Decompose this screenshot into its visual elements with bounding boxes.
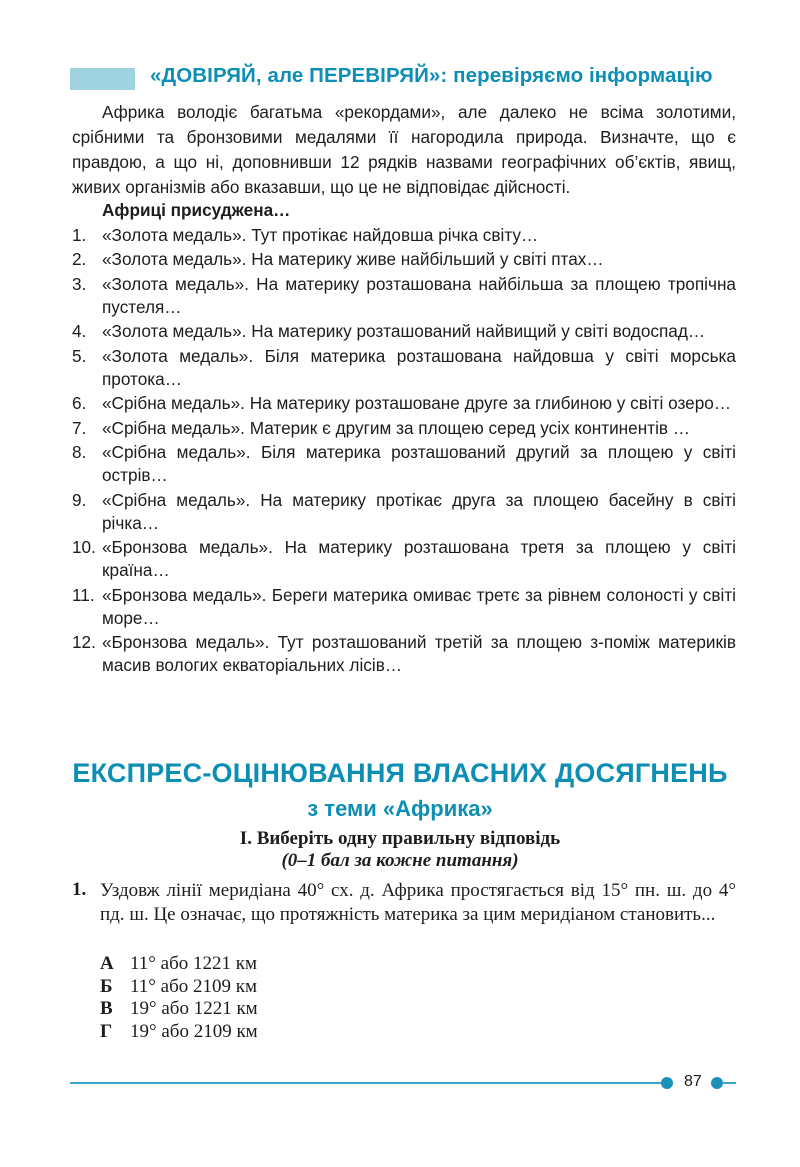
answer-option-text: 19° або 1221 км <box>130 998 258 1019</box>
section-title: «ДОВІРЯЙ, але ПЕРЕВІРЯЙ»: перевіряємо інформацію <box>150 64 713 87</box>
list-item <box>72 441 736 487</box>
medal-list <box>72 222 736 677</box>
list-item-number: 11. <box>72 584 95 605</box>
answer-option-letter: А <box>100 953 114 974</box>
list-item-text: «Срібна медаль». Материк є другим за площею серед усіх континентів … <box>102 417 690 438</box>
answer-option[interactable] <box>100 953 258 976</box>
list-item <box>72 320 736 343</box>
list-item-text: «Бронзова медаль». На материку розташована третя за площею у світі країна… <box>102 537 736 580</box>
answer-option-letter: Б <box>100 975 113 997</box>
list-item-number: 2. <box>72 249 87 269</box>
list-item-number: 7. <box>72 417 87 438</box>
answer-option-letter: В <box>100 998 113 1019</box>
answer-option[interactable] <box>100 998 258 1021</box>
answer-option[interactable] <box>100 1021 258 1044</box>
list-item <box>72 224 736 247</box>
list-item-text: «Срібна медаль». На материку протікає друга за площею басейну в світі річка… <box>102 489 736 533</box>
answer-option-text: 19° або 2109 км <box>130 1020 258 1042</box>
list-item-number: 12. <box>72 632 96 652</box>
list-item <box>72 345 736 391</box>
answer-option[interactable] <box>100 976 258 999</box>
list-item-text: «Золота медаль». На материку живе найбільший у світі птах… <box>102 249 604 269</box>
part-scoring-note: (0–1 бал за кожне питання) <box>281 850 519 871</box>
footer-dot-left-icon <box>661 1077 673 1089</box>
list-item-number: 9. <box>72 489 87 510</box>
list-item-number: 6. <box>72 393 87 413</box>
list-item-text: «Золота медаль». На материку розташована найбільша за площею тропічна пустеля… <box>102 273 736 317</box>
intro-paragraph: Африка володіє багатьма «рекордами», але далеко не всіма золотими, срібними та бронзовими медалями її нагородила природа. Визначте, що є правдою, а що ні, доповнивши 12 рядків назвами географічних об’єктів, явищ, живих організмів або вказавши, що це не відповідає дійсності. <box>72 102 736 197</box>
section-marker-bar <box>70 68 135 90</box>
list-item <box>72 536 736 582</box>
list-item <box>72 273 736 319</box>
list-item-text: «Золота медаль». На материку розташований найвищий у світі водоспад… <box>102 321 706 341</box>
list-item <box>72 631 736 677</box>
awarded-label: Африці присуджена… <box>102 200 291 220</box>
question-text: Уздовж лінії меридіана 40° сх. д. Африка простягається від 15° пн. ш. до 4° пд. ш. Це означає, що протяжність материка за цим меридіаном становить... <box>100 880 736 925</box>
list-item-number: 10. <box>72 537 96 557</box>
list-item <box>72 248 736 271</box>
list-item <box>72 584 736 630</box>
part-title: І. Виберіть одну правильну відповідь <box>239 828 561 849</box>
list-item-number: 1. <box>72 224 87 245</box>
express-assessment-title: ЕКСПРЕС-ОЦІНЮВАННЯ ВЛАСНИХ ДОСЯГНЕНЬ <box>72 758 728 788</box>
list-item-number: 5. <box>72 345 87 366</box>
answer-option-letter: Г <box>100 1020 113 1042</box>
list-item-text: «Срібна медаль». Біля материка розташований другий за площею у світі острів… <box>102 442 736 485</box>
answer-option-text: 11° або 2109 км <box>130 975 257 997</box>
page-number: 87 <box>684 1073 702 1090</box>
list-item <box>72 489 736 535</box>
list-item-text: «Золота медаль». Біля материка розташована найдовша у світі морська протока… <box>102 345 736 389</box>
answer-options <box>100 953 258 1043</box>
express-assessment-subtitle: з теми «Африка» <box>307 796 493 821</box>
list-item <box>72 417 736 440</box>
list-item-number: 4. <box>72 321 87 341</box>
list-item <box>72 392 736 415</box>
list-item-text: «Бронзова медаль». Береги материка омиває третє за рівнем солоності у світі море… <box>102 584 736 628</box>
answer-option-text: 11° або 1221 км <box>130 953 257 974</box>
list-item-number: 8. <box>72 442 87 462</box>
question-number: 1. <box>72 879 87 900</box>
list-item-text: «Срібна медаль». На материку розташоване друге за глибиною у світі озеро… <box>102 393 732 413</box>
list-item-text: «Бронзова медаль». Тут розташований третій за площею з-поміж материків масив вологих екваторіальних лісів… <box>102 632 736 675</box>
list-item-text: «Золота медаль». Тут протікає найдовша річка світу… <box>102 224 539 245</box>
footer-rule <box>70 1082 664 1084</box>
footer-rule-tail <box>722 1082 736 1084</box>
list-item-number: 3. <box>72 273 87 294</box>
